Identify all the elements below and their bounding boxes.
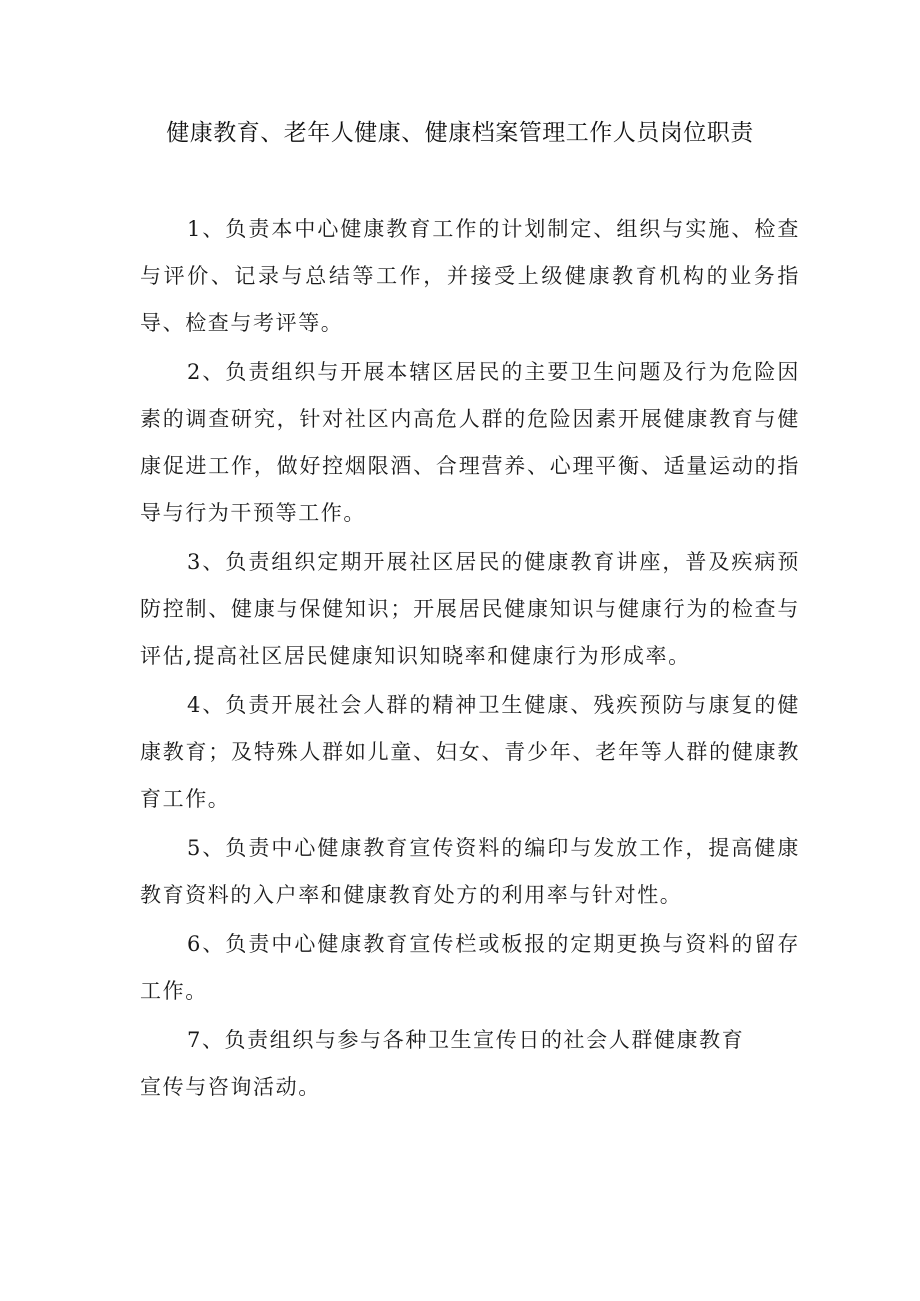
duty-paragraph-3: 3、负责组织定期开展社区居民的健康教育讲座，普及疾病预防控制、健康与保健知识；开展居民健康知识与健康行为的检查与评估,提高社区居民健康知识知晓率和健康行为形成率。: [140, 550, 800, 668]
duty-paragraph-7-line-1: 7、负责组织与参与各种卫生宣传日的社会人群健康教育: [187, 1028, 745, 1052]
duty-paragraph-5: 5、负责中心健康教育宣传资料的编印与发放工作，提高健康教育资料的入户率和健康教育处方的利用率与针对性。: [140, 836, 800, 907]
duty-paragraph-2: 2、负责组织与开展本辖区居民的主要卫生问题及行为危险因素的调查研究，针对社区内高危人群的危险因素开展健康教育与健康促进工作，做好控烟限酒、合理营养、心理平衡、适量运动的指导与行为干预等工作。: [140, 360, 800, 525]
duty-paragraph-4: 4、负责开展社会人群的精神卫生健康、残疾预防与康复的健康教育；及特殊人群如儿童、妇女、青少年、老年等人群的健康教育工作。: [140, 693, 800, 811]
duty-paragraph-1: 1、负责本中心健康教育工作的计划制定、组织与实施、检查与评价、记录与总结等工作，并接受上级健康教育机构的业务指导、检查与考评等。: [140, 217, 800, 335]
duty-paragraph-7-line-2: 宣传与咨询活动。: [140, 1075, 321, 1099]
page-title: 健康教育、老年人健康、健康档案管理工作人员岗位职责: [166, 120, 754, 146]
duty-paragraph-6: 6、负责中心健康教育宣传栏或板报的定期更换与资料的留存工作。: [140, 932, 800, 1003]
duty-paragraph-7: [140, 1017, 800, 1111]
document-body: [140, 206, 800, 1111]
